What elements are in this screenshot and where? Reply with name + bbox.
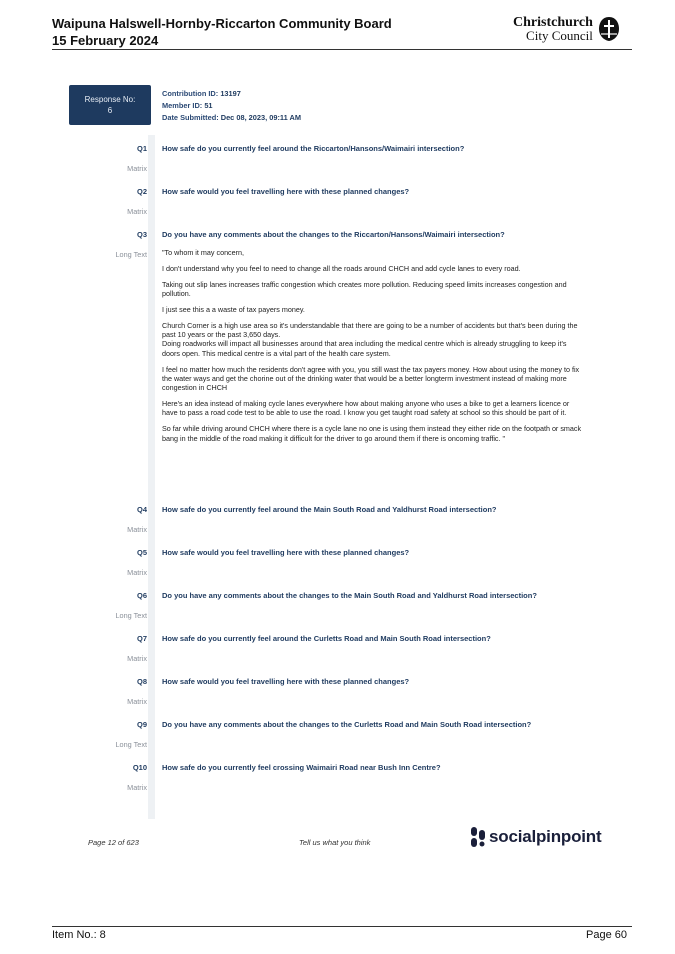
question-number: Q7: [136, 634, 147, 643]
question-text: Do you have any comments about the changes to the Riccarton/Hansons/Waimairi intersection?: [162, 230, 505, 239]
question-number: Q8: [136, 677, 147, 686]
question-number: Q1: [136, 144, 147, 153]
question-number: Q4: [136, 505, 147, 514]
answer-paragraph: So far while driving around CHCH where there is a cycle lane no one is using them instead they either ride on the footpath or smack bang in the middle of the road making it difficult for the driver to go around them if there is oncoming traffic. ": [162, 424, 582, 443]
footer-divider: [52, 926, 632, 927]
report-tagline: Tell us what you think: [299, 838, 371, 847]
question-type: Matrix: [127, 697, 147, 706]
response-meta: [162, 88, 301, 124]
answer-paragraph: Taking out slip lanes increases traffic congestion which creates more pollution. Reducing speed limits increases congestion and pollution.: [162, 279, 567, 299]
question-text: How safe do you currently feel around the Riccarton/Hansons/Waimairi intersection?: [162, 144, 465, 153]
question-text: How safe do you currently feel crossing Waimairi Road near Bush Inn Centre?: [162, 763, 441, 772]
date-label: Date Submitted:: [162, 113, 219, 122]
contribution-label: Contribution ID:: [162, 89, 219, 98]
answer-paragraph: Church Corner is a high use area so it's understandable that there are going to be a number of accidents but that's been during the past 10 years or the past 3,650 days. Doing roadworks will impact all businesses around that area including the medical centre which is already struggling to keep it's doors open. This medical centre is a vital part of the health care system.: [162, 320, 578, 358]
question-type: Matrix: [127, 654, 147, 663]
logo-line2: City Council: [526, 28, 593, 43]
response-number-badge: [69, 85, 151, 125]
socialpinpoint-logo: [470, 826, 601, 848]
question-type: Matrix: [127, 207, 147, 216]
question-text: How safe do you currently feel around the Curletts Road and Main South Road intersection?: [162, 634, 491, 643]
member-label: Member ID:: [162, 101, 203, 110]
answer-paragraph: I feel no matter how much the residents don't agree with you, you still wast the tax payers money. How about using the money to fix the water ways and get the chorine out of the drinking water that would be a better longterm investment instead of making more congestion in CHCH: [162, 364, 580, 393]
socialpinpoint-logo-icon: [470, 826, 486, 848]
header-divider: [52, 49, 632, 50]
logo-line1: Christchurch: [513, 15, 593, 30]
question-type: Long Text: [115, 740, 147, 749]
board-name: Waipuna Halswell-Hornby-Riccarton Community Board: [52, 16, 392, 31]
question-number: Q2: [136, 187, 147, 196]
question-type: Long Text: [115, 611, 147, 620]
answer-paragraph: I just see this a a waste of tax payers money.: [162, 304, 305, 314]
report-page-number: Page 12 of 623: [88, 838, 139, 847]
page-number: Page 60: [586, 929, 627, 941]
response-badge-number: 6: [107, 106, 113, 115]
question-number: Q3: [136, 230, 147, 239]
contribution-id: 13197: [220, 89, 241, 98]
question-type: Matrix: [127, 568, 147, 577]
question-number: Q5: [136, 548, 147, 557]
question-type: Matrix: [127, 164, 147, 173]
question-text: How safe would you feel travelling here with these planned changes?: [162, 548, 410, 557]
cathedral-cross-logo-icon: [597, 16, 621, 42]
question-number: Q9: [136, 720, 147, 729]
q3-answer: [162, 248, 582, 450]
page-header-title: [52, 15, 392, 49]
answer-paragraph: Here's an idea instead of making cycle lanes everywhere how about making anyone who uses a bike to get a learners licence or have to pass a road code test to be able to use the road. I know you get taught road safety at school so this should be part of it.: [162, 399, 570, 418]
question-type: Matrix: [127, 525, 147, 534]
question-type: Matrix: [127, 783, 147, 792]
question-text: How safe would you feel travelling here with these planned changes?: [162, 187, 410, 196]
question-number: Q10: [132, 763, 147, 772]
council-logo: [513, 16, 621, 42]
response-badge-label: Response No:: [84, 95, 136, 104]
question-type: Long Text: [115, 250, 147, 259]
item-number: Item No.: 8: [52, 929, 106, 941]
member-id: 51: [204, 101, 213, 110]
question-text: How safe do you currently feel around the Main South Road and Yaldhurst Road intersection?: [162, 505, 497, 514]
question-text: Do you have any comments about the changes to the Main South Road and Yaldhurst Road intersection?: [162, 591, 537, 600]
answer-paragraph: "To whom it may concern,: [162, 248, 245, 257]
socialpinpoint-brand: socialpinpoint: [489, 827, 602, 846]
date-submitted: Dec 08, 2023, 09:11 AM: [220, 113, 301, 122]
question-number: Q6: [136, 591, 147, 600]
question-text: How safe would you feel travelling here with these planned changes?: [162, 677, 410, 686]
response-gutter: [148, 135, 155, 819]
meeting-date: 15 February 2024: [52, 33, 159, 48]
answer-paragraph: I don't understand why you feel to need to change all the roads around CHCH and add cycle lanes to every road.: [162, 263, 521, 273]
question-text: Do you have any comments about the changes to the Curletts Road and Main South Road intersection?: [162, 720, 532, 729]
